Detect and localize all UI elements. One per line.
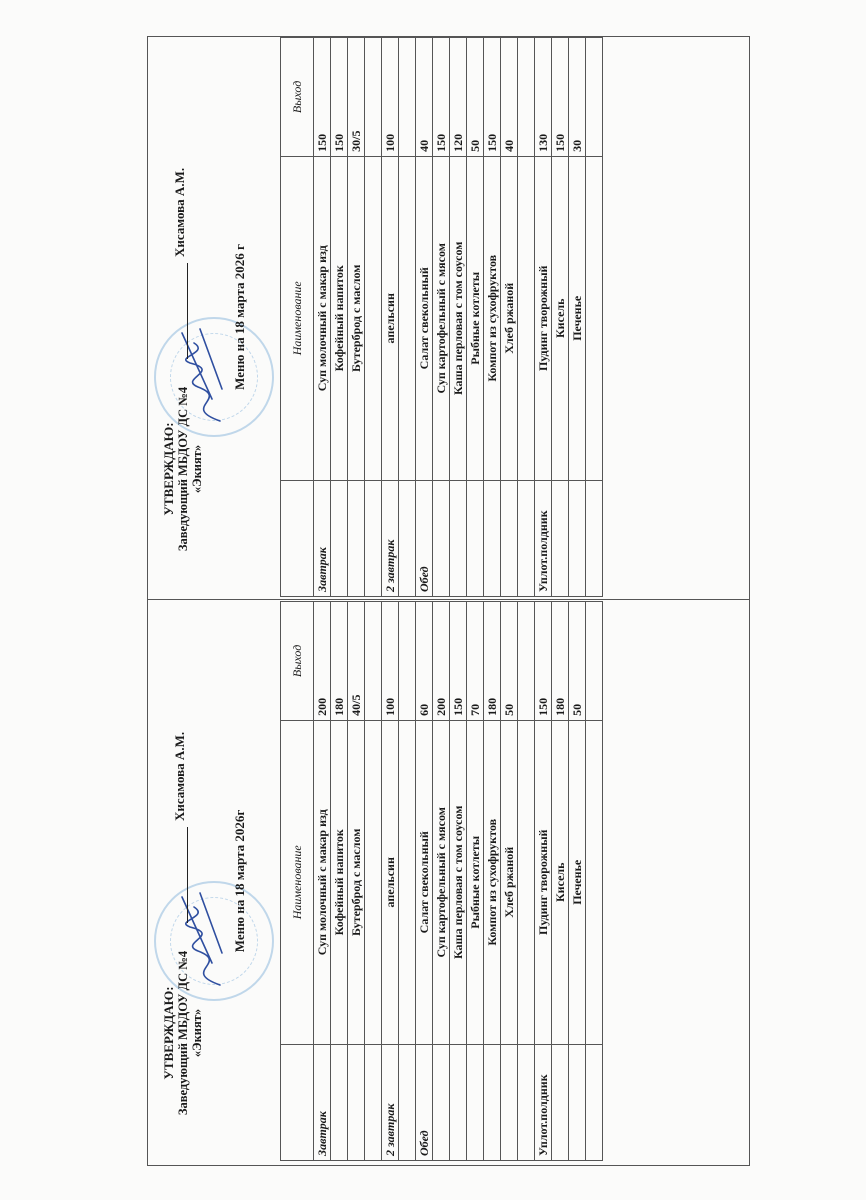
output-cell bbox=[399, 38, 416, 157]
table-row bbox=[586, 38, 603, 597]
meal-cell: Завтрак bbox=[314, 1044, 331, 1160]
dish-cell: Суп картофельный с мясом bbox=[433, 720, 450, 1044]
output-cell: 180 bbox=[552, 602, 569, 721]
meal-cell: Обед bbox=[416, 480, 433, 596]
table-row bbox=[552, 602, 569, 1161]
approval-block bbox=[162, 359, 204, 579]
approval-org-name: «Экият» bbox=[190, 1008, 204, 1058]
dish-cell: Рыбные котлеты bbox=[467, 720, 484, 1044]
dish-cell: Кофейный напиток bbox=[331, 156, 348, 480]
table-row bbox=[518, 38, 535, 597]
dish-cell: Салат свекольный bbox=[416, 720, 433, 1044]
output-cell: 50 bbox=[501, 602, 518, 721]
col-header-meal bbox=[281, 480, 314, 596]
output-cell: 100 bbox=[382, 602, 399, 721]
output-cell bbox=[399, 602, 416, 721]
meal-cell: Завтрак bbox=[314, 480, 331, 596]
table-row bbox=[399, 38, 416, 597]
table-row bbox=[518, 602, 535, 1161]
meal-cell bbox=[348, 1044, 365, 1160]
menu-half-bottom bbox=[154, 601, 744, 1161]
table-row bbox=[535, 602, 552, 1161]
output-cell bbox=[586, 602, 603, 721]
table-row bbox=[382, 38, 399, 597]
table-row bbox=[365, 602, 382, 1161]
table-row bbox=[433, 602, 450, 1161]
table-row bbox=[331, 602, 348, 1161]
dish-cell: Рыбные котлеты bbox=[467, 156, 484, 480]
table-row bbox=[416, 602, 433, 1161]
dish-cell: апельсин bbox=[382, 720, 399, 1044]
menu-date: Меню на 18 марта 2026 г bbox=[232, 244, 247, 390]
output-cell: 150 bbox=[484, 38, 501, 157]
table-row bbox=[450, 38, 467, 597]
dish-cell: Кисель bbox=[552, 156, 569, 480]
dish-cell bbox=[365, 156, 382, 480]
dish-cell: Печенье bbox=[569, 156, 586, 480]
meal-cell bbox=[467, 480, 484, 596]
dish-cell: Печенье bbox=[569, 720, 586, 1044]
meal-cell: Уплот.полдник bbox=[535, 1044, 552, 1160]
table-row bbox=[450, 602, 467, 1161]
signature-line bbox=[187, 827, 188, 923]
dish-cell: Каша перловая с том соусом bbox=[450, 156, 467, 480]
output-cell: 150 bbox=[535, 602, 552, 721]
meal-cell bbox=[450, 1044, 467, 1160]
menu-header bbox=[154, 37, 280, 597]
table-header-row bbox=[281, 38, 314, 597]
meal-cell bbox=[365, 1044, 382, 1160]
table-row bbox=[331, 38, 348, 597]
dish-cell bbox=[518, 156, 535, 480]
output-cell: 40/5 bbox=[348, 602, 365, 721]
meal-cell bbox=[365, 480, 382, 596]
dish-cell bbox=[518, 720, 535, 1044]
meal-cell bbox=[518, 480, 535, 596]
table-row bbox=[586, 602, 603, 1161]
dish-cell bbox=[586, 720, 603, 1044]
dish-cell bbox=[586, 156, 603, 480]
meal-cell bbox=[569, 1044, 586, 1160]
menu-date: Меню на 18 марта 2026г bbox=[232, 809, 247, 953]
dish-cell: Кисель bbox=[552, 720, 569, 1044]
col-header-output: Выход bbox=[281, 602, 314, 721]
dish-cell: Пудинг творожный bbox=[535, 156, 552, 480]
output-cell bbox=[586, 38, 603, 157]
meal-cell bbox=[331, 480, 348, 596]
meal-cell: Уплот.полдник bbox=[535, 480, 552, 596]
meal-cell bbox=[467, 1044, 484, 1160]
meal-cell: 2 завтрак bbox=[382, 480, 399, 596]
output-cell: 70 bbox=[467, 602, 484, 721]
table-row bbox=[484, 38, 501, 597]
output-cell: 150 bbox=[450, 602, 467, 721]
output-cell: 30/5 bbox=[348, 38, 365, 157]
table-row bbox=[467, 38, 484, 597]
approval-block bbox=[162, 923, 204, 1143]
dish-cell: Салат свекольный bbox=[416, 156, 433, 480]
meal-cell bbox=[518, 1044, 535, 1160]
output-cell: 50 bbox=[569, 602, 586, 721]
output-cell: 120 bbox=[450, 38, 467, 157]
menu-half-top bbox=[154, 37, 744, 597]
signer-name: Хисамова А.М. bbox=[172, 731, 187, 821]
output-cell: 200 bbox=[433, 602, 450, 721]
table-row bbox=[501, 602, 518, 1161]
meal-cell: 2 завтрак bbox=[382, 1044, 399, 1160]
approval-title: УТВЕРЖДАЮ: bbox=[161, 422, 176, 516]
signer-line bbox=[172, 168, 188, 359]
meal-cell bbox=[586, 480, 603, 596]
table-row bbox=[433, 38, 450, 597]
meal-cell: Обед bbox=[416, 1044, 433, 1160]
approval-org: Заведующий МБДОУ ДС №4 bbox=[176, 950, 190, 1116]
meal-cell bbox=[552, 1044, 569, 1160]
output-cell bbox=[365, 602, 382, 721]
menu-header bbox=[154, 601, 280, 1161]
approval-org: Заведующий МБДОУ ДС №4 bbox=[176, 386, 190, 552]
output-cell: 150 bbox=[331, 38, 348, 157]
col-header-name: Наименование bbox=[281, 720, 314, 1044]
output-cell bbox=[518, 38, 535, 157]
meal-cell bbox=[399, 1044, 416, 1160]
dish-cell: апельсин bbox=[382, 156, 399, 480]
dish-cell bbox=[399, 156, 416, 480]
output-cell: 150 bbox=[552, 38, 569, 157]
table-row bbox=[365, 38, 382, 597]
dish-cell: Компот из сухофруктов bbox=[484, 156, 501, 480]
table-row bbox=[569, 38, 586, 597]
approval-title: УТВЕРЖДАЮ: bbox=[161, 986, 176, 1080]
meal-cell bbox=[569, 480, 586, 596]
table-row bbox=[314, 38, 331, 597]
signer-line bbox=[172, 732, 188, 923]
dish-cell bbox=[365, 720, 382, 1044]
output-cell: 50 bbox=[467, 38, 484, 157]
dish-cell: Пудинг творожный bbox=[535, 720, 552, 1044]
signer-name: Хисамова А.М. bbox=[172, 167, 187, 257]
output-cell bbox=[518, 602, 535, 721]
output-cell: 60 bbox=[416, 602, 433, 721]
dish-cell: Суп молочный с макар изд bbox=[314, 720, 331, 1044]
meal-cell bbox=[433, 1044, 450, 1160]
meal-cell bbox=[501, 1044, 518, 1160]
col-header-output: Выход bbox=[281, 38, 314, 157]
half-divider bbox=[148, 599, 750, 600]
dish-cell: Хлеб ржаной bbox=[501, 720, 518, 1044]
table-header-row bbox=[281, 602, 314, 1161]
meal-cell bbox=[586, 1044, 603, 1160]
dish-cell bbox=[399, 720, 416, 1044]
table-row bbox=[467, 602, 484, 1161]
dish-cell: Бутерброд с маслом bbox=[348, 720, 365, 1044]
approval-org-name: «Экият» bbox=[190, 444, 204, 494]
meal-cell bbox=[399, 480, 416, 596]
menu-table bbox=[280, 37, 603, 597]
meal-cell bbox=[450, 480, 467, 596]
dish-cell: Кофейный напиток bbox=[331, 720, 348, 1044]
output-cell: 40 bbox=[501, 38, 518, 157]
signature-line bbox=[187, 263, 188, 359]
table-row bbox=[348, 602, 365, 1161]
dish-cell: Компот из сухофруктов bbox=[484, 720, 501, 1044]
meal-cell bbox=[348, 480, 365, 596]
dish-cell: Хлеб ржаной bbox=[501, 156, 518, 480]
dish-cell: Суп молочный с макар изд bbox=[314, 156, 331, 480]
col-header-name: Наименование bbox=[281, 156, 314, 480]
table-row bbox=[552, 38, 569, 597]
output-cell bbox=[365, 38, 382, 157]
table-row bbox=[484, 602, 501, 1161]
dish-cell: Бутерброд с маслом bbox=[348, 156, 365, 480]
output-cell: 180 bbox=[331, 602, 348, 721]
output-cell: 150 bbox=[314, 38, 331, 157]
meal-cell bbox=[484, 1044, 501, 1160]
output-cell: 180 bbox=[484, 602, 501, 721]
meal-cell bbox=[484, 480, 501, 596]
table-row bbox=[314, 602, 331, 1161]
table-row bbox=[416, 38, 433, 597]
output-cell: 200 bbox=[314, 602, 331, 721]
dish-cell: Суп картофельный с мясом bbox=[433, 156, 450, 480]
table-row bbox=[501, 38, 518, 597]
output-cell: 150 bbox=[433, 38, 450, 157]
output-cell: 30 bbox=[569, 38, 586, 157]
meal-cell bbox=[331, 1044, 348, 1160]
meal-cell bbox=[552, 480, 569, 596]
meal-cell bbox=[501, 480, 518, 596]
table-row bbox=[535, 38, 552, 597]
table-row bbox=[348, 38, 365, 597]
dish-cell: Каша перловая с том соусом bbox=[450, 720, 467, 1044]
meal-cell bbox=[433, 480, 450, 596]
table-row bbox=[569, 602, 586, 1161]
col-header-meal bbox=[281, 1044, 314, 1160]
table-row bbox=[382, 602, 399, 1161]
menu-sheet bbox=[147, 36, 750, 1166]
output-cell: 130 bbox=[535, 38, 552, 157]
output-cell: 100 bbox=[382, 38, 399, 157]
output-cell: 40 bbox=[416, 38, 433, 157]
menu-table bbox=[280, 601, 603, 1161]
table-row bbox=[399, 602, 416, 1161]
